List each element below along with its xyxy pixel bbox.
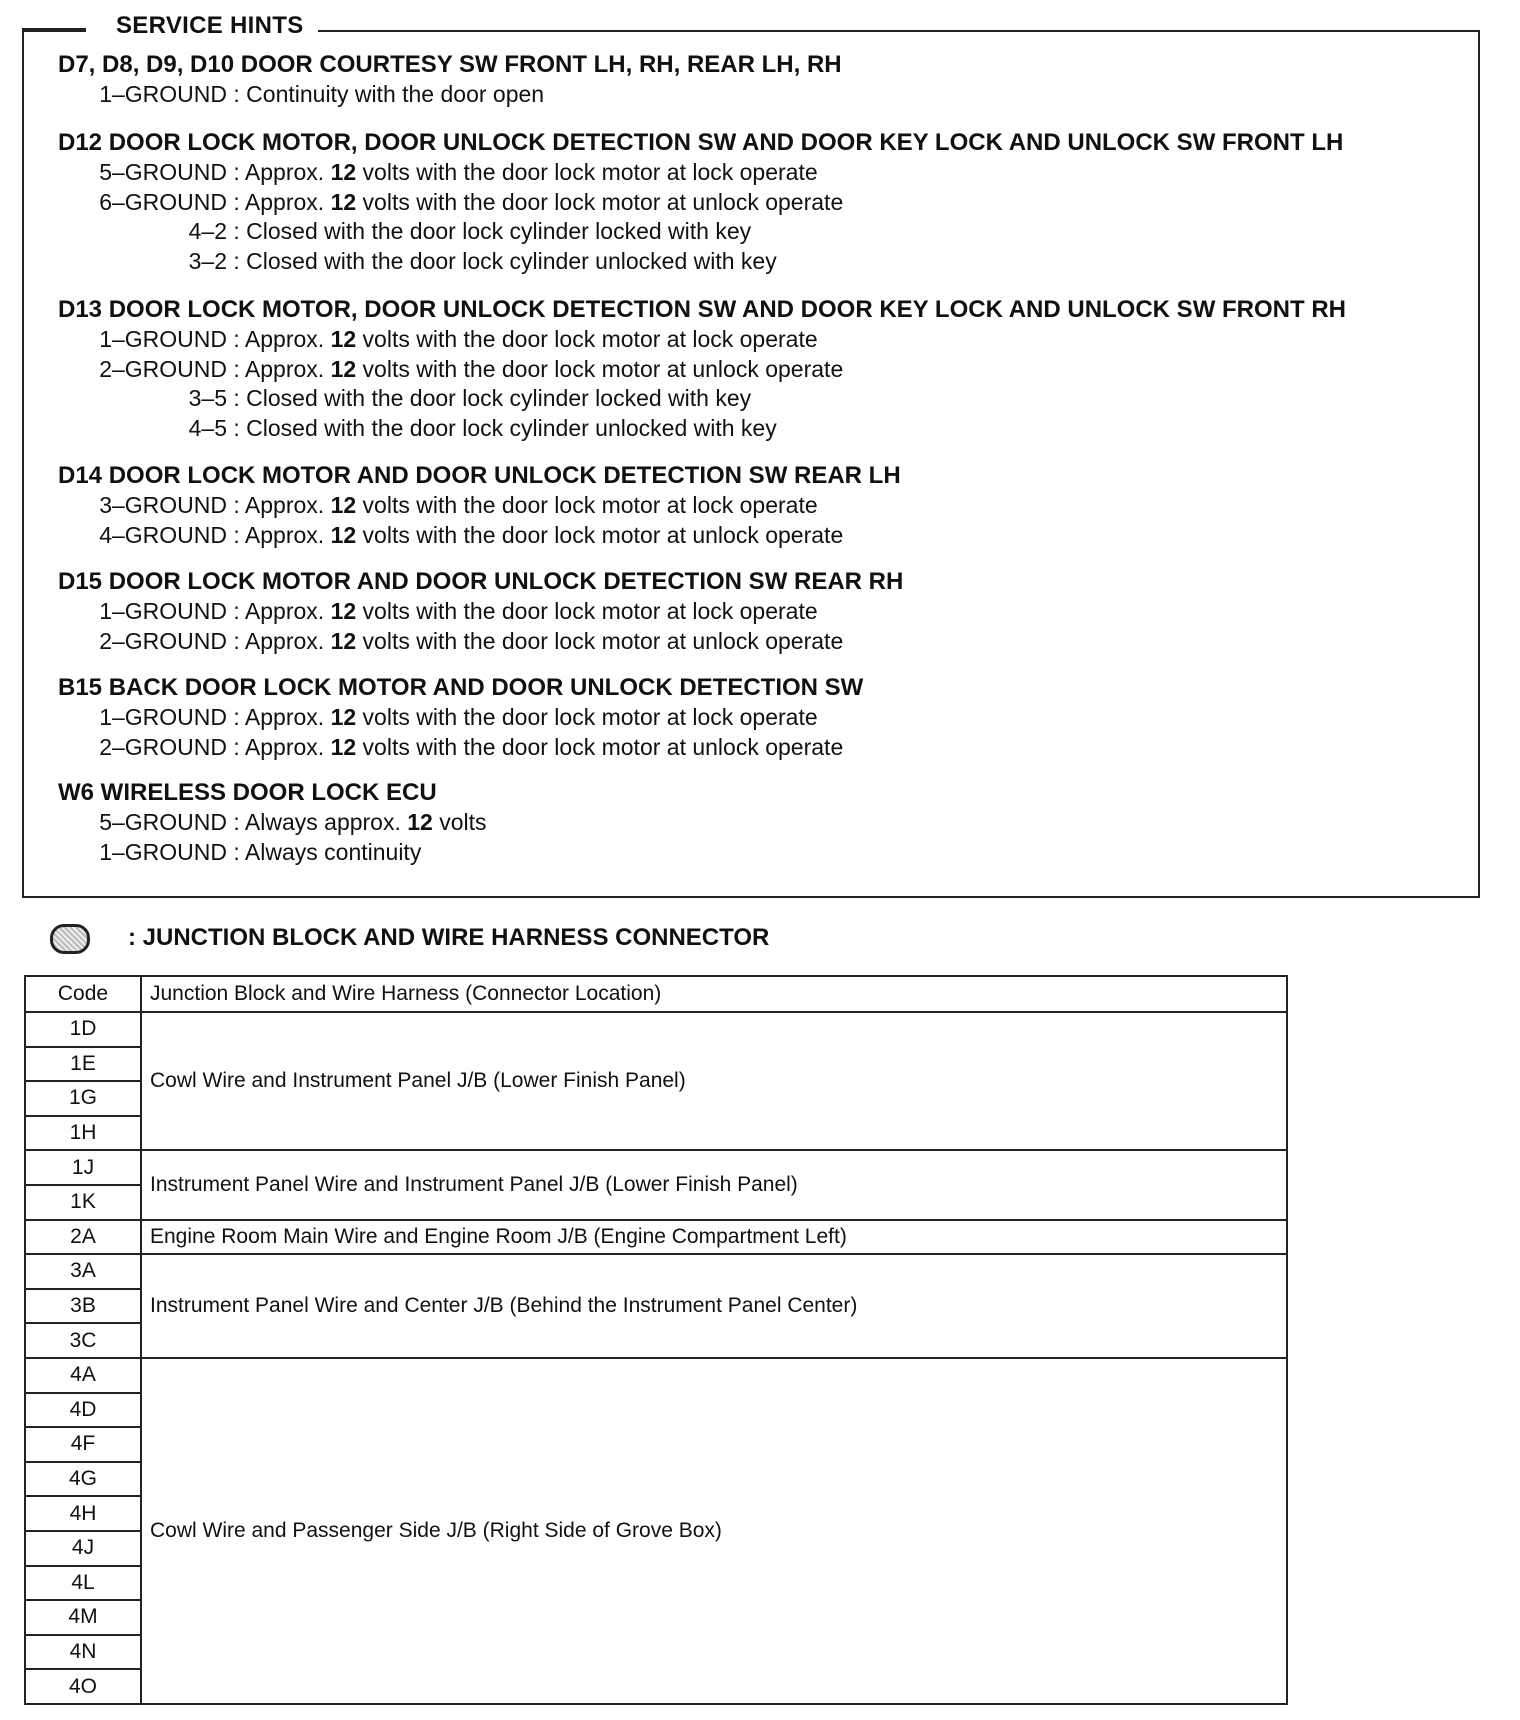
junction-table xyxy=(24,975,1288,1705)
hint-text: Approx. xyxy=(244,492,331,518)
hint-terminal: 3–GROUND xyxy=(99,492,227,518)
junction-table-body xyxy=(25,1012,1287,1704)
hint-line: 4–GROUND : Approx. 12 volts with the door lock motor at unlock operate xyxy=(58,521,901,551)
hint-line: 3–GROUND : Approx. 12 volts with the door lock motor at lock operate xyxy=(58,491,901,521)
hint-line: 6–GROUND : Approx. 12 volts with the door lock motor at unlock operate xyxy=(58,188,1343,218)
hint-voltage: 12 xyxy=(330,733,357,760)
connector-code: 1E xyxy=(25,1047,141,1082)
hint-line: 2–GROUND : Approx. 12 volts with the door lock motor at unlock operate xyxy=(58,355,1346,385)
hint-text: Approx. xyxy=(244,598,331,624)
hint-line: 1–GROUND : Always continuity xyxy=(58,838,487,868)
hint-terminal: 4–5 xyxy=(188,414,227,441)
connector-code: 2A xyxy=(25,1220,141,1255)
hint-line: 3–2 : Closed with the door lock cylinder unlocked with key xyxy=(58,247,1343,277)
connector-code: 1D xyxy=(25,1012,141,1047)
connector-location: Cowl Wire and Instrument Panel J/B (Lower Finish Panel) xyxy=(141,1012,1287,1150)
hint-text-tail: volts with the door lock motor at lock operate xyxy=(356,159,818,185)
hint-line: 5–GROUND : Approx. 12 volts with the door lock motor at lock operate xyxy=(58,158,1343,188)
hint-line: 2–GROUND : Approx. 12 volts with the door lock motor at unlock operate xyxy=(58,627,903,657)
connector-code: 4G xyxy=(25,1462,141,1497)
hint-text: Closed with the door lock cylinder unlocked with key xyxy=(246,414,777,441)
hint-section-header: D7, D8, D9, D10 DOOR COURTESY SW FRONT LH, RH, REAR LH, RH xyxy=(58,51,842,78)
hint-text: Approx. xyxy=(244,704,331,730)
hint-section-header: D15 DOOR LOCK MOTOR AND DOOR UNLOCK DETECTION SW REAR RH xyxy=(58,568,904,595)
connector-code: 1J xyxy=(25,1150,141,1185)
hint-line: 1–GROUND : Approx. 12 volts with the door lock motor at lock operate xyxy=(58,325,1346,355)
hint-terminal: 2–GROUND xyxy=(99,733,227,760)
hint-text-tail: volts with the door lock motor at unlock operate xyxy=(356,355,844,382)
junction-block-connector-icon xyxy=(50,924,90,954)
connector-location: Instrument Panel Wire and Instrument Panel J/B (Lower Finish Panel) xyxy=(141,1150,1287,1219)
hint-terminal: 3–2 xyxy=(188,247,227,274)
connector-code: 4J xyxy=(25,1531,141,1566)
hint-text-tail: volts with the door lock motor at unlock operate xyxy=(356,733,844,760)
hint-text: Approx. xyxy=(244,733,331,760)
hint-text: Always continuity xyxy=(244,838,422,865)
table-row xyxy=(25,1254,1287,1289)
connector-code: 3B xyxy=(25,1289,141,1324)
hint-terminal: 1–GROUND xyxy=(99,326,227,352)
hint-text: Closed with the door lock cylinder locked with key xyxy=(246,385,752,411)
hint-line: 4–5 : Closed with the door lock cylinder unlocked with key xyxy=(58,414,1346,444)
hint-terminal: 6–GROUND xyxy=(99,188,227,215)
hint-text: Approx. xyxy=(244,521,331,548)
hint-section xyxy=(58,295,1346,443)
hint-section-header: D14 DOOR LOCK MOTOR AND DOOR UNLOCK DETECTION SW REAR LH xyxy=(58,462,901,489)
hint-voltage: 12 xyxy=(330,159,357,185)
hint-voltage: 12 xyxy=(330,704,357,730)
hint-line: 1–GROUND : Approx. 12 volts with the door lock motor at lock operate xyxy=(58,703,863,733)
hint-text-tail: volts with the door lock motor at lock operate xyxy=(356,704,818,730)
hint-text: Approx. xyxy=(244,326,331,352)
hint-line: 1–GROUND : Continuity with the door open xyxy=(58,80,842,110)
hint-voltage: 12 xyxy=(330,355,357,382)
hint-section xyxy=(58,50,842,110)
hint-section xyxy=(58,778,487,867)
junction-table-header-row xyxy=(25,976,1287,1012)
connector-code: 3C xyxy=(25,1323,141,1358)
hint-line: 5–GROUND : Always approx. 12 volts xyxy=(58,808,487,838)
connector-code: 4A xyxy=(25,1358,141,1393)
connector-location: Engine Room Main Wire and Engine Room J/B (Engine Compartment Left) xyxy=(141,1220,1287,1255)
hint-line: 3–5 : Closed with the door lock cylinder locked with key xyxy=(58,384,1346,414)
hint-voltage: 12 xyxy=(330,188,357,215)
hint-text: Approx. xyxy=(244,159,331,185)
hint-voltage: 12 xyxy=(330,598,357,624)
hint-text: Approx. xyxy=(244,355,331,382)
hint-section xyxy=(58,128,1343,276)
hint-terminal: 4–2 xyxy=(188,218,227,244)
hint-voltage: 12 xyxy=(330,492,357,518)
connector-location: Instrument Panel Wire and Center J/B (Behind the Instrument Panel Center) xyxy=(141,1254,1287,1358)
connector-code: 4L xyxy=(25,1566,141,1601)
hint-text-tail: volts with the door lock motor at unlock operate xyxy=(356,627,844,654)
hint-terminal: 1–GROUND xyxy=(99,598,227,624)
hint-text: Closed with the door lock cylinder unlocked with key xyxy=(246,247,777,274)
hint-section-header: D13 DOOR LOCK MOTOR, DOOR UNLOCK DETECTION SW AND DOOR KEY LOCK AND UNLOCK SW FRONT RH xyxy=(58,296,1346,323)
hint-text-tail: volts with the door lock motor at lock operate xyxy=(356,492,818,518)
table-row xyxy=(25,1150,1287,1185)
connector-code: 4M xyxy=(25,1600,141,1635)
hint-line: 4–2 : Closed with the door lock cylinder locked with key xyxy=(58,217,1343,247)
service-hints-title: SERVICE HINTS xyxy=(86,12,318,40)
connector-code: 1G xyxy=(25,1081,141,1116)
connector-code: 4N xyxy=(25,1635,141,1670)
hint-text: Continuity with the door open xyxy=(246,81,545,107)
hint-line: 2–GROUND : Approx. 12 volts with the door lock motor at unlock operate xyxy=(58,733,863,763)
junction-legend-title: : JUNCTION BLOCK AND WIRE HARNESS CONNECTOR xyxy=(128,924,770,951)
connector-code: 4D xyxy=(25,1393,141,1428)
hint-line: 1–GROUND : Approx. 12 volts with the door lock motor at lock operate xyxy=(58,597,903,627)
hint-terminal: 4–GROUND xyxy=(99,521,227,548)
hint-section-header: D12 DOOR LOCK MOTOR, DOOR UNLOCK DETECTION SW AND DOOR KEY LOCK AND UNLOCK SW FRONT LH xyxy=(58,129,1344,156)
table-row xyxy=(25,1220,1287,1255)
connector-code: 4F xyxy=(25,1427,141,1462)
hint-section xyxy=(58,461,901,550)
connector-code: 1K xyxy=(25,1185,141,1220)
hint-voltage: 12 xyxy=(407,809,433,835)
table-row xyxy=(25,1358,1287,1393)
hint-voltage: 12 xyxy=(330,521,357,548)
hint-text: Always approx. xyxy=(244,809,408,835)
hint-section xyxy=(58,567,903,656)
hint-terminal: 5–GROUND xyxy=(99,809,227,835)
hint-section xyxy=(58,673,863,762)
hint-terminal: 5–GROUND xyxy=(99,159,227,185)
hint-text: Approx. xyxy=(244,627,331,654)
hint-section-header: B15 BACK DOOR LOCK MOTOR AND DOOR UNLOCK DETECTION SW xyxy=(58,674,864,701)
hint-terminal: 1–GROUND xyxy=(99,81,227,107)
connector-code: 3A xyxy=(25,1254,141,1289)
connector-location: Cowl Wire and Passenger Side J/B (Right Side of Grove Box) xyxy=(141,1358,1287,1704)
header-code: Code xyxy=(25,976,141,1012)
header-location: Junction Block and Wire Harness (Connector Location) xyxy=(141,976,1287,1012)
hint-text-tail: volts with the door lock motor at lock operate xyxy=(356,598,818,624)
hint-terminal: 2–GROUND xyxy=(99,627,227,654)
hint-text-tail: volts xyxy=(432,809,487,835)
hint-terminal: 1–GROUND xyxy=(99,704,227,730)
connector-code: 4O xyxy=(25,1669,141,1704)
hint-voltage: 12 xyxy=(330,326,357,352)
connector-code: 1H xyxy=(25,1116,141,1151)
hint-text: Approx. xyxy=(244,188,331,215)
hint-terminal: 3–5 xyxy=(188,385,227,411)
hint-terminal: 1–GROUND xyxy=(99,838,227,865)
connector-code: 4H xyxy=(25,1496,141,1531)
hint-terminal: 2–GROUND xyxy=(99,355,227,382)
hint-text-tail: volts with the door lock motor at lock operate xyxy=(356,326,818,352)
hint-text: Closed with the door lock cylinder locked with key xyxy=(246,218,752,244)
hint-voltage: 12 xyxy=(330,627,357,654)
hint-text-tail: volts with the door lock motor at unlock operate xyxy=(356,521,844,548)
table-row xyxy=(25,1012,1287,1047)
hint-text-tail: volts with the door lock motor at unlock operate xyxy=(356,188,844,215)
hint-section-header: W6 WIRELESS DOOR LOCK ECU xyxy=(58,779,437,806)
